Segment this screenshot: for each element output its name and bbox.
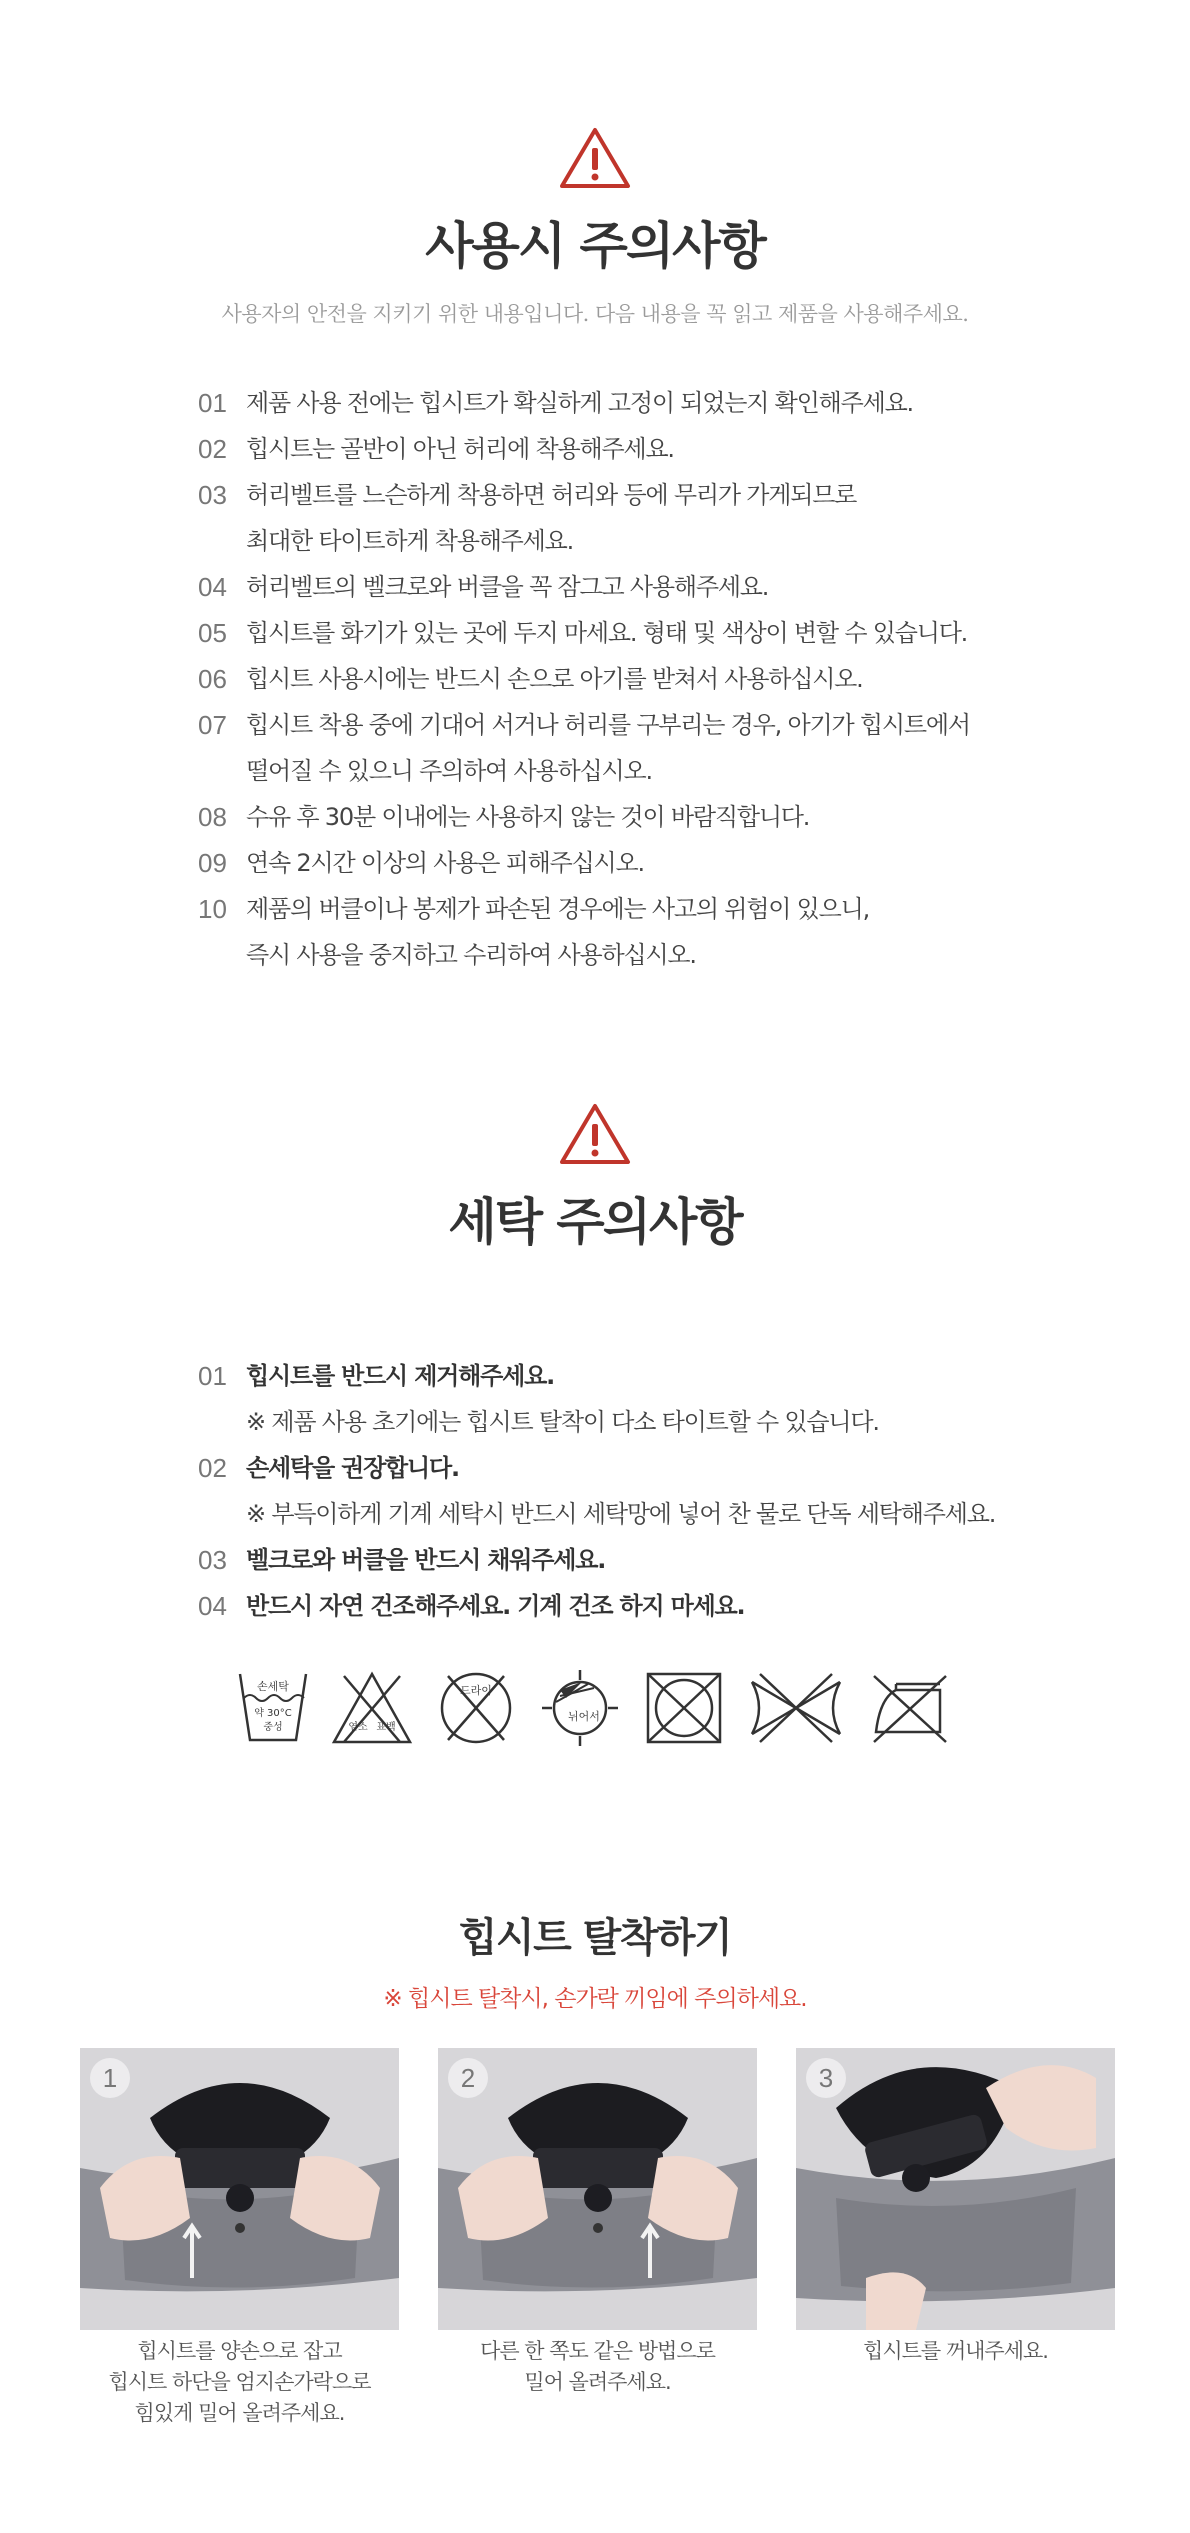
washing-item: [198, 1353, 1058, 1445]
item-text: [246, 656, 863, 702]
usage-title: 사용시 주의사항: [425, 217, 765, 275]
no-wringing-icon: [538, 1668, 622, 1748]
item-line: [246, 1353, 879, 1399]
usage-subtitle: 사용자의 안전을 지키기 위한 내용입니다. 다음 내용을 꼭 읽고 제품을 사용해주세요.: [221, 302, 969, 326]
item-number: 03: [198, 1545, 227, 1575]
item-text: [246, 702, 970, 794]
usage-item: [198, 380, 1058, 426]
caption-line: 밀어 올려주세요.: [524, 2370, 671, 2394]
hipseat-hands-illustration: [80, 2048, 399, 2330]
step-badge: 3: [806, 2058, 846, 2098]
item-text: [246, 840, 644, 886]
washing-title: 세탁 주의사항: [448, 1193, 742, 1251]
care-label: 드라이: [460, 1684, 492, 1697]
item-line: 힙시트를 화기가 있는 곳에 두지 마세요. 형태 및 색상이 변할 수 있습니다.: [246, 619, 968, 647]
item-text: [246, 1353, 879, 1445]
item-number: 04: [198, 572, 227, 602]
detach-captions: [80, 2336, 1115, 2429]
care-icons: [236, 1668, 950, 1748]
hipseat-hands-illustration: [796, 2048, 1115, 2330]
item-number: 09: [198, 848, 227, 878]
item-text: [246, 1445, 995, 1537]
caption-line: 다른 한 쪽도 같은 방법으로: [480, 2339, 715, 2363]
warning-triangle-icon: [559, 126, 631, 190]
usage-item: [198, 564, 1058, 610]
item-number: 10: [198, 894, 227, 924]
item-bold-text: 손세탁을 권장합니다.: [246, 1454, 459, 1482]
item-number: 06: [198, 664, 227, 694]
item-line: [246, 1445, 995, 1491]
care-label: 중성: [263, 1722, 283, 1733]
item-number: 07: [198, 710, 227, 740]
usage-list: [198, 380, 1058, 978]
usage-item: [198, 656, 1058, 702]
step-photo: [796, 2048, 1115, 2330]
item-number: 01: [198, 388, 227, 418]
washing-item: [198, 1583, 1058, 1629]
care-label: 손세탁: [257, 1680, 289, 1693]
item-number: 08: [198, 802, 227, 832]
item-line: 즉시 사용을 중지하고 수리하여 사용하십시오.: [246, 941, 696, 969]
item-red-text: 반드시 자연 건조해주세요.: [246, 1592, 511, 1620]
washing-item: [198, 1537, 1058, 1583]
item-note: ※ 부득이하게 기계 세탁시 반드시 세탁망에 넣어 찬 물로 단독 세탁해주세요.: [246, 1500, 996, 1528]
hand-wash-icon: [236, 1668, 310, 1748]
item-number: 03: [198, 480, 227, 510]
usage-item: [198, 840, 1058, 886]
item-line: 허리벨트의 벨크로와 버클을 꼭 잠그고 사용해주세요.: [246, 573, 769, 601]
item-note: ※ 제품 사용 초기에는 힙시트 탈착이 다소 타이트할 수 있습니다.: [246, 1408, 879, 1436]
washing-list: [198, 1353, 1058, 1629]
usage-item: [198, 426, 1058, 472]
item-line: 제품의 버클이나 봉제가 파손된 경우에는 사고의 위험이 있으니,: [246, 895, 870, 923]
caption-line: 힙시트를 꺼내주세요.: [863, 2339, 1048, 2363]
no-iron-icon: [866, 1668, 950, 1748]
step-photo: [438, 2048, 757, 2330]
item-line: [246, 1583, 744, 1629]
item-number: 04: [198, 1591, 227, 1621]
item-text: [246, 1583, 744, 1629]
care-label: 염소: [348, 1722, 368, 1733]
item-text: [246, 1537, 605, 1583]
item-line: 연속 2시간 이상의 사용은 피해주십시오.: [246, 849, 644, 877]
item-line: 수유 후 30분 이내에는 사용하지 않는 것이 바람직합니다.: [246, 803, 810, 831]
item-line: 힙시트는 골반이 아닌 허리에 착용해주세요.: [246, 435, 674, 463]
detach-title: 힙시트 탈착하기: [458, 1915, 732, 1961]
no-machine-dry-icon: [642, 1668, 726, 1748]
item-bold-text: 기계 건조 하지 마세요.: [510, 1592, 745, 1620]
step-photo: [80, 2048, 399, 2330]
item-text: [246, 426, 674, 472]
usage-item: [198, 702, 1058, 794]
care-label: 약 30°C: [254, 1708, 292, 1719]
item-text: [246, 886, 869, 978]
item-text: [246, 610, 967, 656]
item-bold-text: 벨크로와 버클을 반드시 채워주세요.: [246, 1546, 606, 1574]
washing-item: [198, 1445, 1058, 1537]
usage-item: [198, 472, 1058, 564]
item-line: 떨어질 수 있으니 주의하여 사용하십시오.: [246, 757, 652, 785]
usage-item: [198, 886, 1058, 978]
warning-triangle-icon: [559, 1102, 631, 1166]
step-badge: 1: [90, 2058, 130, 2098]
caption-line: 힙시트를 양손으로 잡고: [137, 2339, 342, 2363]
item-line: 힙시트 착용 중에 기대어 서거나 허리를 구부리는 경우, 아기가 힙시트에서: [246, 711, 970, 739]
care-label: 뉘어서: [568, 1710, 600, 1723]
item-number: 02: [198, 434, 227, 464]
no-tumble-dry-icon: [434, 1668, 518, 1748]
hipseat-hands-illustration: [438, 2048, 757, 2330]
step-caption: [80, 2336, 399, 2429]
item-text: [246, 564, 768, 610]
item-number: 01: [198, 1361, 227, 1391]
item-number: 02: [198, 1453, 227, 1483]
item-bold-text: 힙시트를 반드시 제거해주세요.: [246, 1362, 555, 1390]
step-caption: [438, 2336, 757, 2429]
caption-line: 힙시트 하단을 엄지손가락으로: [108, 2370, 371, 2394]
item-line: 최대한 타이트하게 착용해주세요.: [246, 527, 574, 555]
item-line: 힙시트 사용시에는 반드시 손으로 아기를 받쳐서 사용하십시오.: [246, 665, 863, 693]
usage-item: [198, 610, 1058, 656]
no-chlorine-bleach-icon: [330, 1668, 414, 1748]
step-badge: 2: [448, 2058, 488, 2098]
detach-photos: [80, 2048, 1115, 2330]
item-text: [246, 380, 913, 426]
item-line: 허리벨트를 느슨하게 착용하면 허리와 등에 무리가 가게되므로: [246, 481, 857, 509]
item-line: 제품 사용 전에는 힙시트가 확실하게 고정이 되었는지 확인해주세요.: [246, 389, 913, 417]
item-number: 05: [198, 618, 227, 648]
item-text: [246, 472, 856, 564]
item-line: [246, 1537, 605, 1583]
step-caption: [796, 2336, 1115, 2429]
detach-warning: ※ 힙시트 탈착시, 손가락 끼임에 주의하세요.: [383, 1986, 807, 2012]
no-twist-icon: [746, 1668, 846, 1748]
caption-line: 힘있게 밀어 올려주세요.: [134, 2401, 345, 2425]
usage-item: [198, 794, 1058, 840]
care-label: 표백: [376, 1722, 396, 1733]
item-text: [246, 794, 809, 840]
